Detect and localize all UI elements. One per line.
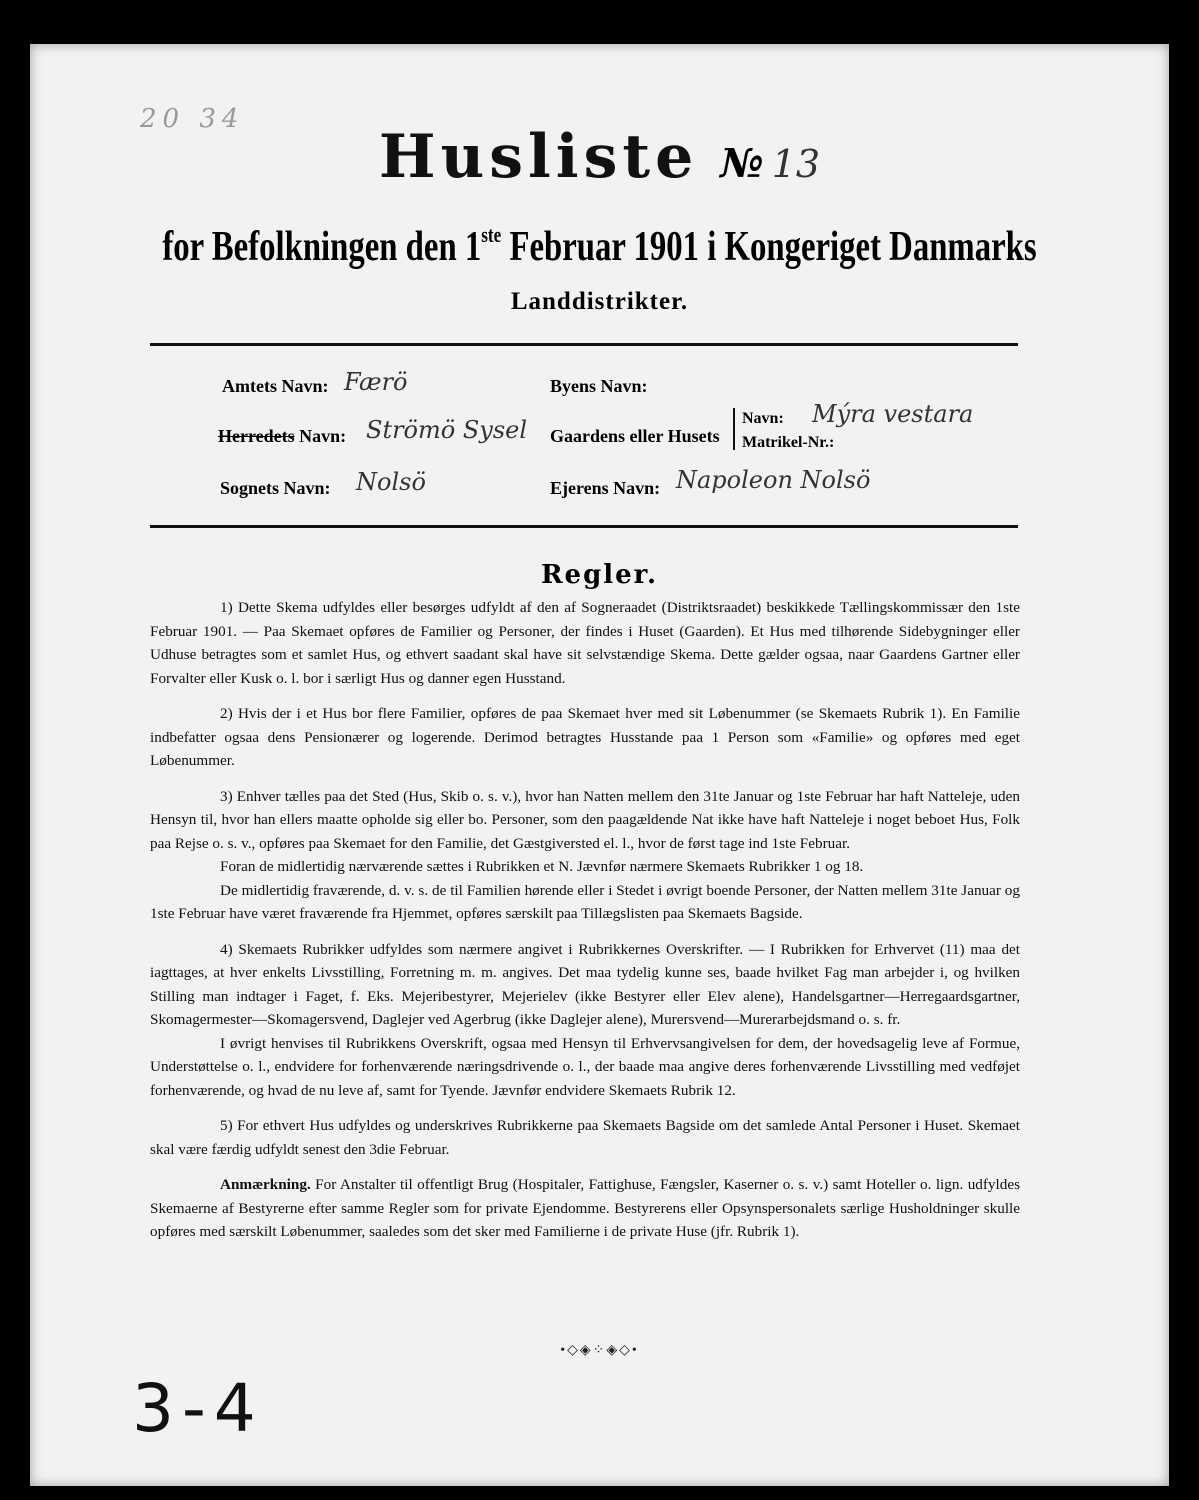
rule-4: 4) Skemaets Rubrikker udfyldes som nærmere angivet i Rubrikkernes Overskrifter. — I Rubrikken for Erhvervet (11) maa det iagttages, at hver enkelts Livsstilling, Forretning m. m. angives. Det maa tydelig kunne ses, baade hvilket Fag man arbejder i, og hvilken Stilling man indtager i Faget, f. Eks. Mejeribestyrer, Mejerielev (ikke Bestyrer eller Elev alene), Handelsgartner—Herregaardsgartner, Skomagermester—Skomagersvend, Daglejer ved Agerbrug (ikke Daglejer alene), Murersvend—Murerarbejdsmand o. s. fr. [150, 940, 1020, 1028]
rule-1: 1) Dette Skema udfyldes eller besørges udfyldt af den af Sogneraadet (Distriktsraadet) beskikkede Tællingskommissær den 1ste Februar 1901. — Paa Skemaet opføres de Familier og Personer, der findes i Huset (Gaarden). Et Hus med tilhørende Sidebygninger eller Udhuse betragtes som et samlet Hus, og ethvert saadant skal have sit selvstændige Skema. Dette gælder ogsaa, naar Gaardens Gartner eller Forvalter eller Kusk o. l. bor i særligt Hus og danner egen Husstand. [150, 599, 1020, 687]
rule-5: 5) For ethvert Hus udfyldes og underskrives Rubrikkerne paa Skemaets Bagside om det samlede Antal Personer i Huset. Skemaet skal være færdig udfyldt senest den 3die Februar. [150, 1117, 1020, 1158]
title-row [0, 122, 1199, 192]
subtitle-text-post: Februar 1901 i Kongeriget Danmarks [501, 224, 1037, 270]
top-rule [150, 343, 1018, 346]
gaard-label: Gaardens eller Husets [550, 426, 720, 446]
bottom-rule [150, 525, 1018, 528]
rule-3b: Foran de midlertidig nærværende sættes i Rubrikken et N. Jævnfør nærmere Skemaets Rubrikker 1 og 18. [220, 858, 864, 875]
number-label: № [720, 140, 764, 187]
district-type: Landdistrikter. [510, 288, 689, 315]
subtitle-text-pre: for Befolkningen den 1 [162, 224, 482, 270]
note-label: Anmærkning. [220, 1176, 311, 1193]
herred-label-rest: Navn: [294, 426, 347, 446]
form-subtitle [132, 222, 1067, 271]
rules-heading: Regler. [540, 560, 659, 590]
rule-2: 2) Hvis der i et Hus bor flere Familier, opføres de paa Skemaet hver med sit Løbenummer (se Skemaets Rubrik 1). En Familie indbefatter ogsaa dens Pensionærer og logerende. Derimod betragtes Husstande paa 1 Person som «Familie» og opføres med eget Løbenummer. [150, 705, 1020, 769]
sogn-label: Sognets Navn: [220, 478, 331, 498]
corner-pencil-note: 20 34 [140, 104, 245, 134]
rule-note [150, 1173, 1020, 1244]
ornament-divider: •◇◈⁘◈◇• [560, 1343, 639, 1358]
ejer-value: Napoleon Nolsö [676, 466, 871, 494]
rule-3c: De midlertidig fraværende, d. v. s. de til Familien hørende eller i Stedet i øvrigt boende Personer, der Natten mellem 31te Januar og 1ste Februar have været fraværende fra Hjemmet, opføres særskilt paa Tillægslisten paa Skemaets Bagside. [150, 881, 1020, 922]
navn-value: Mýra vestara [812, 400, 974, 428]
herred-label [218, 426, 346, 447]
rule-4b: I øvrigt henvises til Rubrikkens Overskrift, ogsaa med Hensyn til Erhvervsangivelsen for dem, der hovedsagelig leve af Formue, Understøttelse o. l., endvidere for forhenværende næringsdrivende o. l., der baade maa angive deres forhenværende Livsstilling med vedføjet forhenværende, og hvad de nu leve af, samt for Tyende. Jævnfør endvidere Skemaets Rubrik 12. [150, 1034, 1020, 1099]
by-label: Byens Navn: [550, 376, 648, 396]
bottom-handwritten-note: 3-4 [132, 1370, 264, 1447]
rule-3: 3) Enhver tælles paa det Sted (Hus, Skib o. s. v.), hvor han Natten mellem den 31te Januar og 1ste Februar har haft Natteleje, uden Hensyn til, hvor han ellers maatte opholde sig eller bo. Personer, som den paagældende Nat ikke have haft Natteleje i noget beboet Hus, Folk paa Rejse o. s. v., opføres paa Skemaet for den Familie, det Gæstgiversted el. l., hvor de først tage ind 1ste Februar. [150, 787, 1020, 852]
note-text: For Anstalter til offentligt Brug (Hospitaler, Fattighuse, Fængsler, Kaserner o. s. v.) samt Hoteller o. lign. udfyldes Skemaerne af Bestyrerne efter samme Regler som for private Ejendomme. Bestyrerens eller Opsynspersonalets særlige Husholdninger skulle opføres med særskilt Løbenummer, saaledes som det sker med Familierne i de private Huse (jfr. Rubrik 1). [150, 1176, 1020, 1240]
herred-label-struck: Herredets [218, 426, 295, 446]
rules-text [150, 596, 1020, 1256]
sogn-value: Nolsö [356, 468, 426, 496]
ejer-label: Ejerens Navn: [550, 478, 661, 498]
subtitle-superscript: ste [481, 222, 502, 247]
matrikel-label: Matrikel-Nr.: [742, 434, 835, 451]
amt-value: Færö [344, 368, 408, 396]
form-title: Husliste [378, 122, 699, 192]
list-number: 13 [771, 142, 821, 186]
amt-label: Amtets Navn: [222, 376, 329, 396]
herred-value: Strömö Sysel [366, 416, 528, 444]
navn-label: Navn: [742, 410, 784, 427]
field-brace [733, 408, 735, 450]
